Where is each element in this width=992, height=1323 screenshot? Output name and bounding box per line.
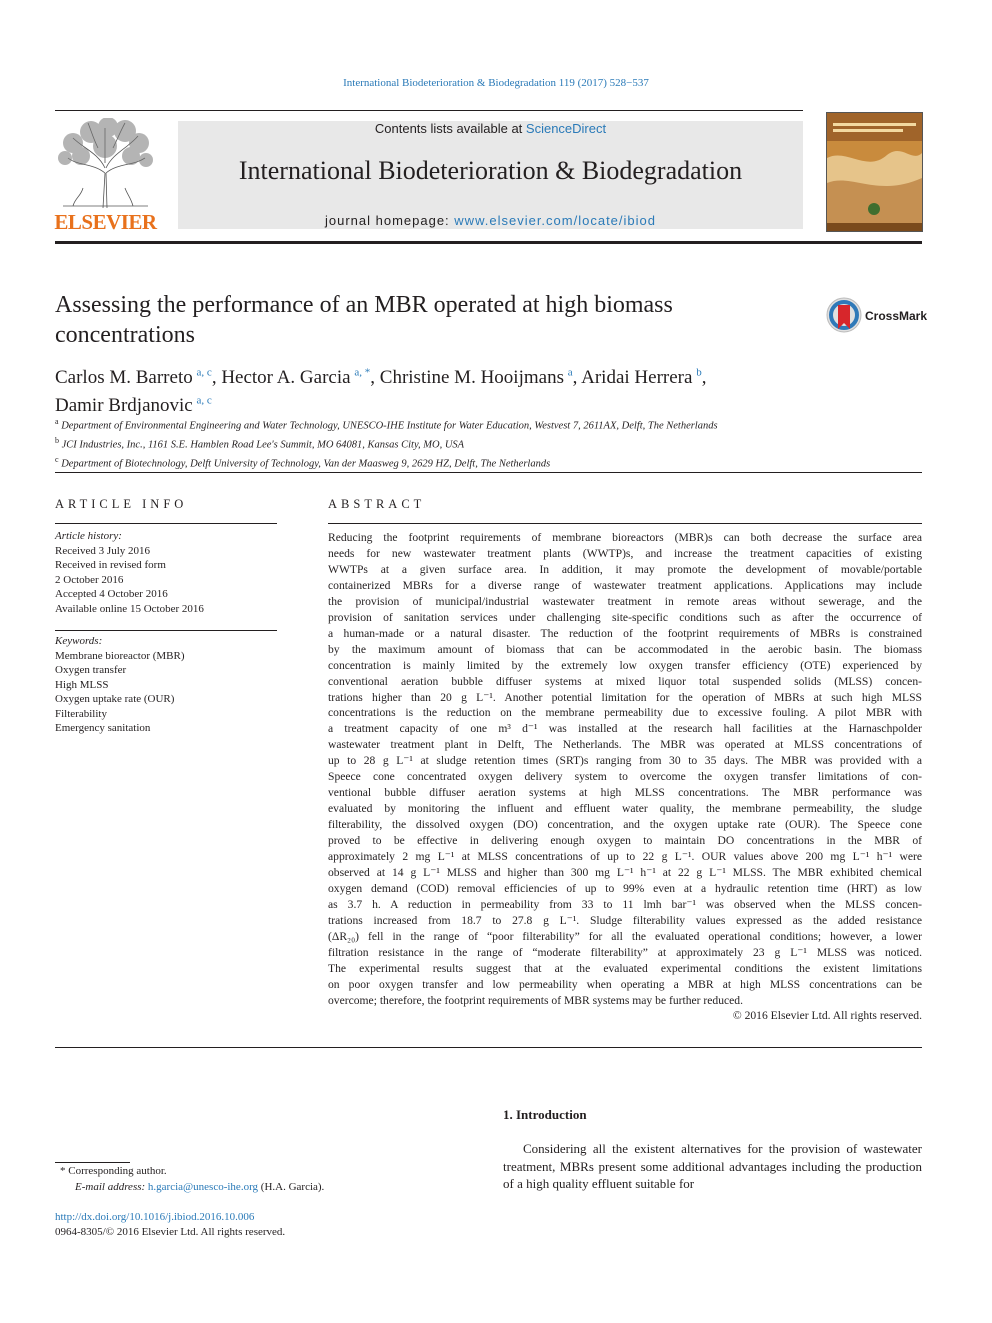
keyword-item: Oxygen uptake rate (OUR) bbox=[55, 693, 175, 705]
author[interactable]: Hector A. Garcia $^{a, *}$, bbox=[221, 367, 380, 389]
abstract-line: a human-made or a natural disaster. The reduction of the footprint requirements of MBRs is constrained bbox=[328, 626, 922, 640]
abstract-line: Speece cone concentrated oxygen delivery system to overcome the oxygen transfer limitations of con- bbox=[328, 770, 922, 784]
abstract-line: concentration is mainly limited by the extremely low oxygen transfer efficiency (OTE) experienced by bbox=[328, 658, 922, 672]
abstract-heading: ABSTRACT bbox=[328, 497, 426, 511]
abstract-line: proved to be effective in delivering enough oxygen to maintain DO concentrations in the MBR of bbox=[328, 834, 922, 848]
abstract-line: ventional bubble diffuser aeration systems at high MLSS concentrations. The MBR performance was bbox=[328, 786, 922, 800]
abstract-rule bbox=[328, 523, 922, 524]
history-item: Received in revised form bbox=[55, 559, 166, 571]
article-title: Assessing the performance of an MBR operated at high biomass concentrations bbox=[55, 292, 673, 348]
abstract-line: filterability, the dissolved oxygen (DO) concentration, and the oxygen uptake rate (OUR). The Speece cone bbox=[328, 818, 922, 832]
homepage-prefix: journal homepage: bbox=[324, 213, 455, 228]
abstract-line: a treatment capacity of one m³ d⁻¹ was installed at the research hall facilities at the Harnaschpolder bbox=[328, 722, 922, 736]
abstract-line: evaluated by monitoring the influent and effluent water quality, the membrane permeability, the sludge bbox=[328, 802, 922, 816]
abstract-line: up to 28 g L⁻¹ at sludge retention times (SRT)s ranging from 30 to 35 days. The MBR was provided with a bbox=[328, 754, 922, 768]
header-rule bbox=[55, 110, 803, 111]
keyword-item: Membrane bioreactor (MBR) bbox=[55, 649, 185, 662]
author[interactable]: Damir Brdjanovic $^{a, c}$ bbox=[55, 394, 212, 416]
article-info-rule bbox=[55, 523, 277, 524]
history-item: Available online 15 October 2016 bbox=[55, 602, 204, 615]
keyword-item: Emergency sanitation bbox=[55, 722, 151, 734]
email-label: E-mail address: bbox=[75, 1181, 148, 1193]
affiliation-item: $^b$ JCI Industries, Inc., 1161 S.E. Hamblen Road Lee's Summit, MO 64081, Kansas City, MO, USA bbox=[55, 436, 465, 451]
article-history bbox=[55, 529, 277, 616]
keyword-item: High MLSS bbox=[55, 678, 109, 691]
affiliation-rule bbox=[55, 472, 922, 473]
abstract-line: by the maximum amount of biomass that can be accommodated in the aerobic basin. The biomass bbox=[328, 642, 922, 656]
abstract-line: wastewater treatment plant in Delft, The Netherlands. The MBR was operated at MLSS concentrations of bbox=[328, 738, 922, 752]
abstract-line: concentrations is the reduction on the membrane permeability due to excessive fouling. A pilot MBR with bbox=[328, 706, 922, 720]
elsevier-wordmark: ELSEVIER bbox=[54, 210, 157, 234]
abstract-line: filtration resistance in the range of “moderate filterability” at approximately 23 g L⁻¹ MLSS was noticed. bbox=[328, 945, 922, 959]
abstract-line: trations increased from 18.7 to 27.8 g L⁻¹. Sludge filterability values expressed as the added resistance bbox=[328, 913, 922, 927]
abstract-line: oxygen demand (COD) removal efficiencies of up to 99% even at a hydraulic retention time (HRT) as low bbox=[328, 881, 922, 895]
doi-link[interactable]: http://dx.doi.org/10.1016/j.ibiod.2016.10.006 bbox=[55, 1211, 255, 1223]
history-item: 2 October 2016 bbox=[55, 573, 124, 586]
abstract-bottom-rule bbox=[55, 1047, 922, 1048]
abstract-line: on poor oxygen transfer and low permeability when operating a MBR at high MLSS concentrations can be bbox=[328, 977, 922, 991]
abstract-line: containerized MBRs for a diverse range of wastewater treatment applications. Applications may include bbox=[328, 578, 922, 592]
abstract-line: as 3.7 h. A reduction in permeability from 33 to 11 lmh bar⁻¹ was observed when the MLSS concen- bbox=[328, 897, 922, 911]
abstract-text bbox=[328, 530, 922, 1009]
contents-prefix: Contents lists available at bbox=[374, 121, 526, 136]
author[interactable]: Carlos M. Barreto $^{a, c}$, bbox=[55, 367, 222, 389]
introduction-text: Considering all the existent alternatives for the provision of wastewater treatment, MBRs present some additional advantages including the production of a high quality effluent suitable for bbox=[503, 1141, 922, 1191]
header-thick-rule bbox=[55, 241, 922, 244]
journal-title: International Biodeterioration & Biodegradation bbox=[238, 156, 743, 185]
history-item: Accepted 4 October 2016 bbox=[55, 588, 168, 600]
affiliation-item: $^a$ Department of Environmental Engineering and Water Technology, UNESCO-IHE Institute for Water Education, Westvest 7, 2611AX, Delft, The Netherlands bbox=[55, 417, 718, 432]
email-suffix: (H.A. Garcia). bbox=[258, 1181, 325, 1193]
footnote-rule bbox=[55, 1162, 130, 1163]
abstract-line: approximately 2 mg L⁻¹ at MLSS concentrations of up to 22 g L⁻¹. OUR values above 200 mg L⁻¹ h⁻¹ were bbox=[328, 850, 922, 864]
abstract-line: (ΔR₂₀) fell in the range of “poor filterability” for all the evaluated operational conditions; however, a lower bbox=[328, 929, 922, 943]
introduction-heading: 1. Introduction bbox=[503, 1107, 587, 1122]
keywords-rule bbox=[55, 630, 277, 631]
contents-line bbox=[178, 121, 803, 136]
crossmark-label: CrossMark bbox=[865, 309, 928, 323]
keyword-item: Filterability bbox=[55, 707, 107, 720]
abstract-line: needs for new wastewater treatment plants (WWTP)s, and increase the treatment capacities of existing bbox=[328, 546, 922, 560]
abstract-line: The experimental results suggest that at the evaluated experimental conditions the existent limitations bbox=[328, 961, 922, 975]
email-note bbox=[75, 1181, 324, 1193]
affiliation-list bbox=[55, 415, 915, 472]
article-info-heading: ARTICLE INFO bbox=[55, 497, 188, 511]
author[interactable]: Christine M. Hooijmans $^a$, bbox=[379, 367, 582, 389]
author[interactable]: Aridai Herrera $^b$, bbox=[581, 367, 707, 389]
keyword-item: Oxygen transfer bbox=[55, 664, 127, 676]
homepage-line bbox=[178, 213, 803, 228]
email-link[interactable]: h.garcia@unesco-ihe.org bbox=[147, 1181, 259, 1193]
abstract-line: observed at 14 g L⁻¹ MLSS and higher than 300 mg L⁻¹ h⁻¹ at 22 g L⁻¹ MLSS. The MBR exhibited chemical bbox=[328, 866, 922, 880]
keywords-list bbox=[55, 634, 277, 736]
abstract-line: provision of sanitation services under challenging site-specific conditions such as after the occurrence of bbox=[328, 610, 922, 624]
history-item: Received 3 July 2016 bbox=[55, 544, 151, 557]
abstract-line: the provision of municipal/industrial wastewater treatment in remote areas without sewerage, and the bbox=[328, 594, 922, 608]
abstract-line: trations higher than 20 g L⁻¹. Another potential limitation for the operation of MBRs at such high MLSS bbox=[328, 690, 922, 704]
abstract-line: overcome; therefore, the footprint requirements of MBR systems may be further reduced. bbox=[328, 993, 743, 1007]
issn-line: 0964-8305/© 2016 Elsevier Ltd. All rights reserved. bbox=[55, 1226, 286, 1238]
homepage-link[interactable]: www.elsevier.com/locate/ibiod bbox=[454, 213, 656, 228]
abstract-copyright: © 2016 Elsevier Ltd. All rights reserved. bbox=[732, 1009, 922, 1022]
journal-cover-image bbox=[826, 112, 923, 232]
journal-citation[interactable]: International Biodeterioration & Biodegradation 119 (2017) 528−537 bbox=[343, 77, 649, 89]
keywords-label: Keywords: bbox=[55, 635, 103, 647]
history-label: Article history: bbox=[55, 530, 122, 542]
corresponding-author-note: * Corresponding author. bbox=[60, 1165, 167, 1177]
abstract-line: conventional aeration bubble diffuser systems at mixed liquor total suspended solids (MLSS) concen- bbox=[328, 674, 922, 688]
affiliation-item: $^c$ Department of Biotechnology, Delft University of Technology, Van der Maasweg 9, 2629 HZ, Delft, The Netherlands bbox=[55, 455, 551, 470]
author-list bbox=[55, 362, 855, 417]
abstract-line: WWTPs at a given surface area. In addition, it may promote the development of movable/portable bbox=[328, 562, 922, 576]
sciencedirect-link[interactable]: ScienceDirect bbox=[525, 121, 607, 136]
abstract-line: Reducing the footprint requirements of membrane bioreactors (MBR)s can both decrease the surface area bbox=[328, 531, 922, 544]
